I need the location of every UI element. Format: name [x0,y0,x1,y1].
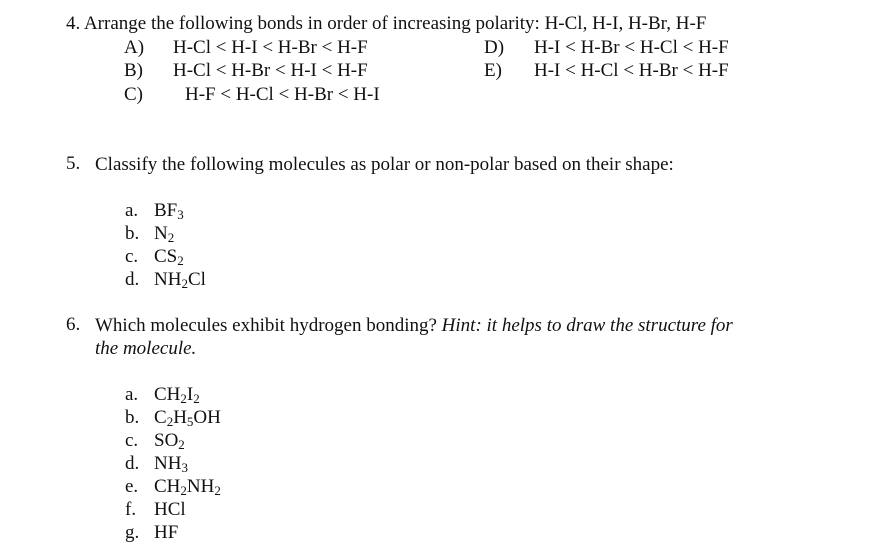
q6-item-f-formula: HCl [154,499,186,520]
q4-option-a-label: A) [124,37,145,58]
q4-option-d-text: H-I < H-Br < H-Cl < H-F [534,37,729,58]
q6-item-g-formula: HF [154,522,179,543]
q6-item-d-formula: $NH_3$ [154,453,188,475]
q4-option-e-text: H-I < H-Cl < H-Br < H-F [534,60,729,81]
q5-item-c-formula: $CS_2$ [154,246,184,268]
question-4-stem: 4. Arrange the following bonds in order of increasing polarity: H-Cl, H-I, H-Br, H-F [66,13,707,34]
q4-option-c-text: H-F < H-Cl < H-Br < H-I [185,84,380,105]
q4-option-d-label: D) [484,37,505,58]
q5-item-a-label: a. [125,200,139,221]
q6-item-e-label: e. [125,476,139,497]
q6-item-g-label: g. [125,522,140,543]
q4-option-b-label: B) [124,60,143,81]
q6-item-c-label: c. [125,430,139,451]
q5-item-b-formula: $N_2$ [154,223,175,245]
q5-item-b-label: b. [125,223,140,244]
question-6-number: 6. [66,314,81,335]
q6-item-b-label: b. [125,407,140,428]
question-6-text: Which molecules exhibit hydrogen bonding? Hint: it helps to draw the structure for [95,315,733,336]
question-6-hint-continued: the molecule. [95,338,197,359]
q4-option-b-text: H-Cl < H-Br < H-I < H-F [173,60,368,81]
q4-option-e-label: E) [484,60,502,81]
question-5-number: 5. [66,153,81,174]
q5-item-a-formula: $BF_3$ [154,200,184,222]
question-5-text: Classify the following molecules as polar or non-polar based on their shape: [95,154,674,175]
q6-item-b-formula: $C_2H_5OH$ [154,407,221,429]
q6-item-d-label: d. [125,453,140,474]
q6-item-f-label: f. [125,499,137,520]
q6-item-a-formula: $CH_2I_2$ [154,384,200,406]
question-6-hint: Hint: it helps to draw the structure for [441,315,733,336]
q6-item-c-formula: $SO_2$ [154,430,185,452]
q4-option-c-label: C) [124,84,143,105]
q6-item-e-formula: $CH_2NH_2$ [154,476,221,498]
q5-item-d-label: d. [125,269,140,290]
q5-item-d-formula: $NH_2Cl$ [154,269,206,291]
q5-item-c-label: c. [125,246,139,267]
q6-item-a-label: a. [125,384,139,405]
q4-option-a-text: H-Cl < H-I < H-Br < H-F [173,37,368,58]
